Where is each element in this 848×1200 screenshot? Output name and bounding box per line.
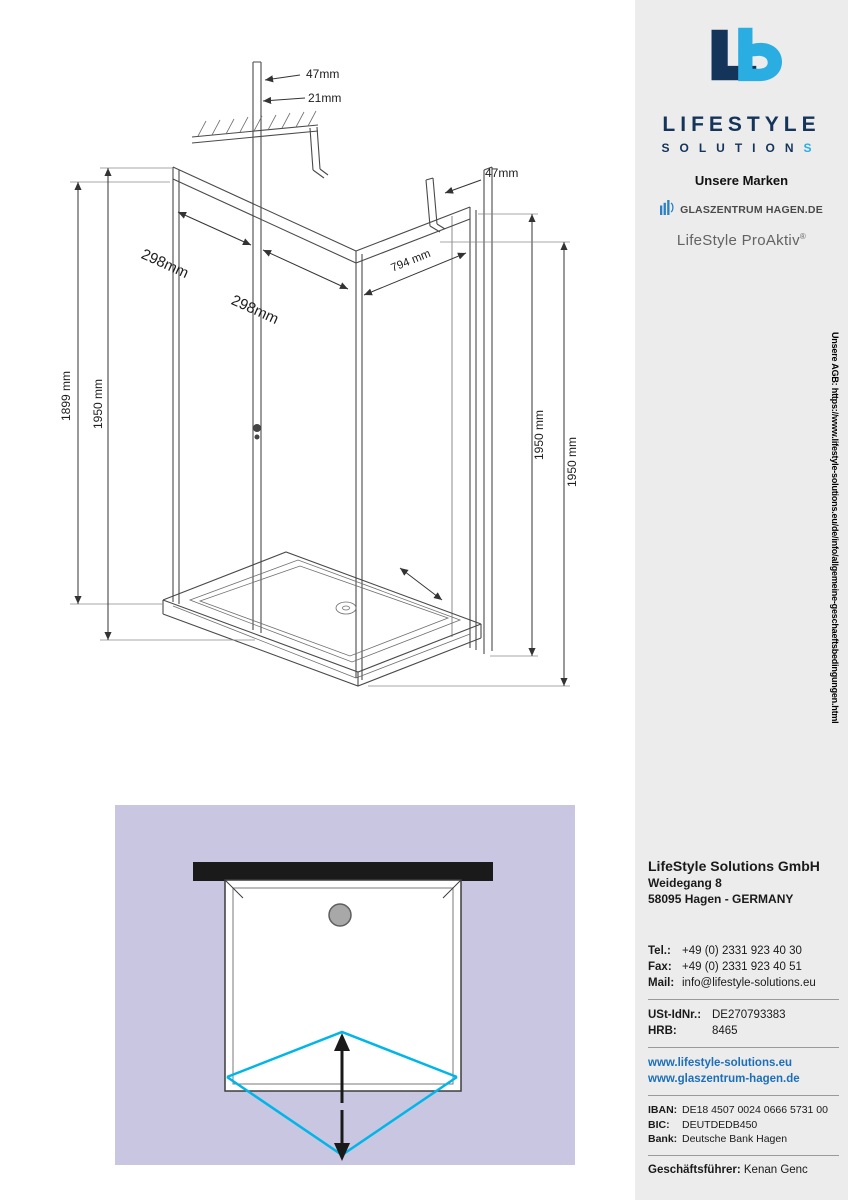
bic-value: DEUTDEDB450 [682, 1118, 758, 1131]
fax-row [648, 959, 839, 975]
company-street: Weidegang 8 [648, 876, 722, 890]
iban-row [648, 1103, 839, 1118]
fax-value: +49 (0) 2331 923 40 51 [682, 961, 802, 973]
spacer [648, 907, 839, 943]
glaszentrum-icon [660, 200, 675, 220]
website-link-glaszentrum[interactable]: www.glaszentrum-hagen.de [648, 1073, 800, 1085]
dim-label-298mm-panel: 298mm [138, 245, 192, 283]
bank-value: Deutsche Bank Hagen [682, 1133, 788, 1145]
hrb-row [648, 1023, 839, 1039]
dim-label-47mm-right: 47mm [485, 166, 519, 180]
dim-label-47mm-top: 47mm [306, 67, 340, 81]
agb-vertical-note: Unsere AGB: https://www.lifestyle-solutions.eu/de/info/allgemeine-geschaeftsbedingungen.html [830, 332, 840, 724]
dim-label-794mm: 794 mm [389, 247, 433, 275]
divider [648, 999, 839, 1000]
info-sidebar [635, 0, 848, 1200]
bic-row [648, 1118, 839, 1133]
ustid-label: USt-IdNr.: [648, 1009, 702, 1021]
brand-subword-accent: S [803, 141, 822, 155]
dim-label-1950mm-right-inner: 1950 mm [532, 409, 546, 461]
ceo-row [648, 1163, 839, 1178]
contact-block [648, 858, 839, 1178]
dimension-labels [59, 67, 579, 487]
marken-heading: Unsere Marken [694, 173, 789, 188]
shower-enclosure-isometric-drawing [0, 0, 635, 780]
brand-subword-main: SOLUTION [661, 141, 804, 155]
fax-label: Fax: [648, 961, 672, 973]
ustid-value: DE270793383 [712, 1009, 786, 1021]
right-door-fitting-mark [400, 568, 442, 600]
bic-label: BIC: [648, 1118, 670, 1131]
glaszentrum-label: GLASZENTRUM HAGEN.DE [680, 204, 823, 216]
brand-wordmark: LIFESTYLE [662, 113, 821, 136]
divider [648, 1155, 839, 1156]
proaktiv-brand [635, 232, 848, 249]
ceo-label: Geschäftsführer: [648, 1163, 741, 1176]
mail-value: info@lifestyle-solutions.eu [682, 977, 816, 989]
dim-label-21mm: 21mm [308, 91, 342, 105]
company-city: 58095 Hagen - GERMANY [648, 892, 794, 906]
mail-row [648, 975, 839, 991]
mail-label: Mail: [648, 977, 675, 989]
wall-hatching [198, 111, 316, 136]
wall-bar [193, 862, 493, 881]
tel-row [648, 943, 839, 959]
hrb-label: HRB: [648, 1025, 677, 1037]
drain-circle [329, 904, 351, 926]
tel-label: Tel.: [648, 945, 671, 957]
proaktiv-label: LifeStyle ProAktiv [676, 232, 800, 249]
enclosure-frame [173, 62, 492, 680]
dim-label-1899mm: 1899 mm [59, 370, 73, 422]
dim-label-1950mm-right-outer: 1950 mm [565, 436, 579, 488]
ustid-row [648, 1007, 839, 1023]
lifestyle-logo [635, 24, 848, 155]
bank-label: Bank: [648, 1133, 678, 1145]
dim-label-1950mm-left: 1950 mm [91, 378, 105, 430]
door-knob [253, 424, 261, 440]
bank-row [648, 1132, 839, 1147]
iban-value: DE18 4507 0024 0666 5731 00 [682, 1104, 828, 1116]
website-link-lifestyle[interactable]: www.lifestyle-solutions.eu [648, 1057, 792, 1069]
hrb-value: 8465 [712, 1025, 738, 1037]
glaszentrum-brand [635, 200, 848, 220]
tel-value: +49 (0) 2331 923 40 30 [682, 945, 802, 957]
shower-tray [163, 552, 481, 686]
lifestyle-logo-icon [684, 24, 800, 104]
brand-subword [635, 141, 848, 155]
registered-mark: ® [799, 232, 807, 241]
iban-label: IBAN: [648, 1104, 678, 1116]
company-name: LifeStyle Solutions GmbH [648, 858, 820, 874]
divider [648, 1047, 839, 1048]
ceo-value: Kenan Genc [743, 1163, 808, 1176]
divider [648, 1095, 839, 1096]
shower-top-view-diagram [115, 805, 575, 1165]
dim-label-298mm-door: 298mm [228, 291, 282, 329]
